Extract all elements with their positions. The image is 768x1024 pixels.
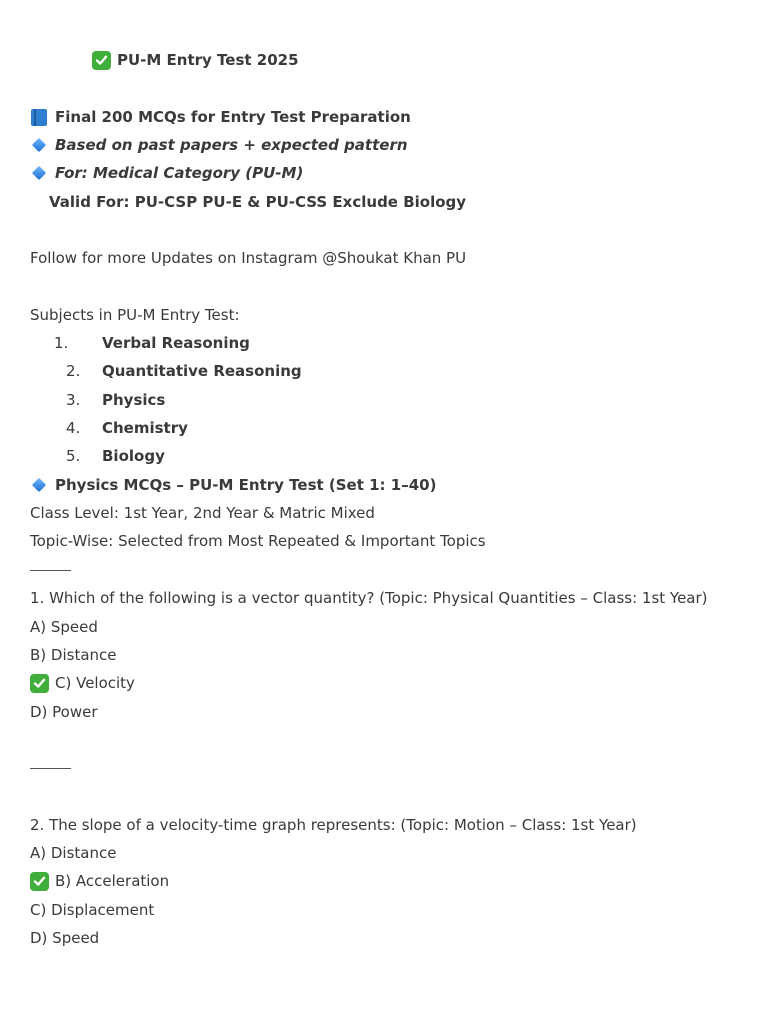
subject-item xyxy=(66,418,188,438)
section-title-row xyxy=(30,475,436,495)
subject-item xyxy=(54,333,250,353)
header-line-medical-category xyxy=(30,163,303,183)
question-2-text: 2. The slope of a velocity-time graph represents: (Topic: Motion – Class: 1st Year) xyxy=(30,816,637,834)
subject-label: Biology xyxy=(102,447,165,465)
subject-label: Verbal Reasoning xyxy=(102,334,250,352)
blue-diamond-icon xyxy=(30,164,49,183)
class-level-text: Class Level: 1st Year, 2nd Year & Matric Mixed xyxy=(30,504,375,522)
header-line-final-mcqs xyxy=(30,107,411,127)
subject-number: 3. xyxy=(66,391,81,409)
subject-label: Physics xyxy=(102,391,166,409)
option-label: C) Velocity xyxy=(55,674,135,692)
divider xyxy=(30,768,71,769)
check-mark-icon xyxy=(30,872,49,891)
subject-label: Quantitative Reasoning xyxy=(102,362,302,380)
section-title: Physics MCQs – PU-M Entry Test (Set 1: 1–40) xyxy=(55,476,437,494)
header-line-1: Final 200 MCQs for Entry Test Preparation xyxy=(55,108,411,126)
subject-item xyxy=(66,446,165,466)
blue-book-icon xyxy=(30,108,49,127)
header-line-valid-for: Valid For: PU-CSP PU-E & PU-CSS Exclude Biology xyxy=(49,193,467,211)
blue-diamond-icon xyxy=(30,136,49,155)
option-c: C) Displacement xyxy=(30,901,155,919)
topic-wise-text: Topic-Wise: Selected from Most Repeated & Important Topics xyxy=(30,532,486,550)
option-d: D) Power xyxy=(30,703,98,721)
header-line-3: For: Medical Category (PU-M) xyxy=(55,164,304,182)
header-line-past-papers xyxy=(30,135,408,155)
subject-number: 1. xyxy=(54,334,69,352)
divider xyxy=(30,570,71,571)
option-b-correct xyxy=(30,871,169,891)
option-label: B) Acceleration xyxy=(55,872,170,890)
subject-label: Chemistry xyxy=(102,419,188,437)
subject-item xyxy=(66,361,302,381)
check-mark-icon xyxy=(92,51,111,70)
subject-number: 4. xyxy=(66,419,81,437)
option-a: A) Speed xyxy=(30,618,98,636)
blue-diamond-icon xyxy=(30,476,49,495)
subjects-heading: Subjects in PU-M Entry Test: xyxy=(30,306,240,324)
subject-number: 2. xyxy=(66,362,81,380)
header-line-2: Based on past papers + expected pattern xyxy=(55,136,408,154)
page-title: PU-M Entry Test 2025 xyxy=(117,51,299,69)
check-mark-icon xyxy=(30,674,49,693)
page-title-row xyxy=(92,50,299,70)
option-c-correct xyxy=(30,673,135,693)
option-b: B) Distance xyxy=(30,646,117,664)
option-d: D) Speed xyxy=(30,929,100,947)
subject-number: 5. xyxy=(66,447,81,465)
follow-instagram-text: Follow for more Updates on Instagram @Shoukat Khan PU xyxy=(30,249,467,267)
subject-item xyxy=(66,390,165,410)
option-a: A) Distance xyxy=(30,844,117,862)
question-1-text: 1. Which of the following is a vector quantity? (Topic: Physical Quantities – Class: 1st Year) xyxy=(30,589,708,607)
